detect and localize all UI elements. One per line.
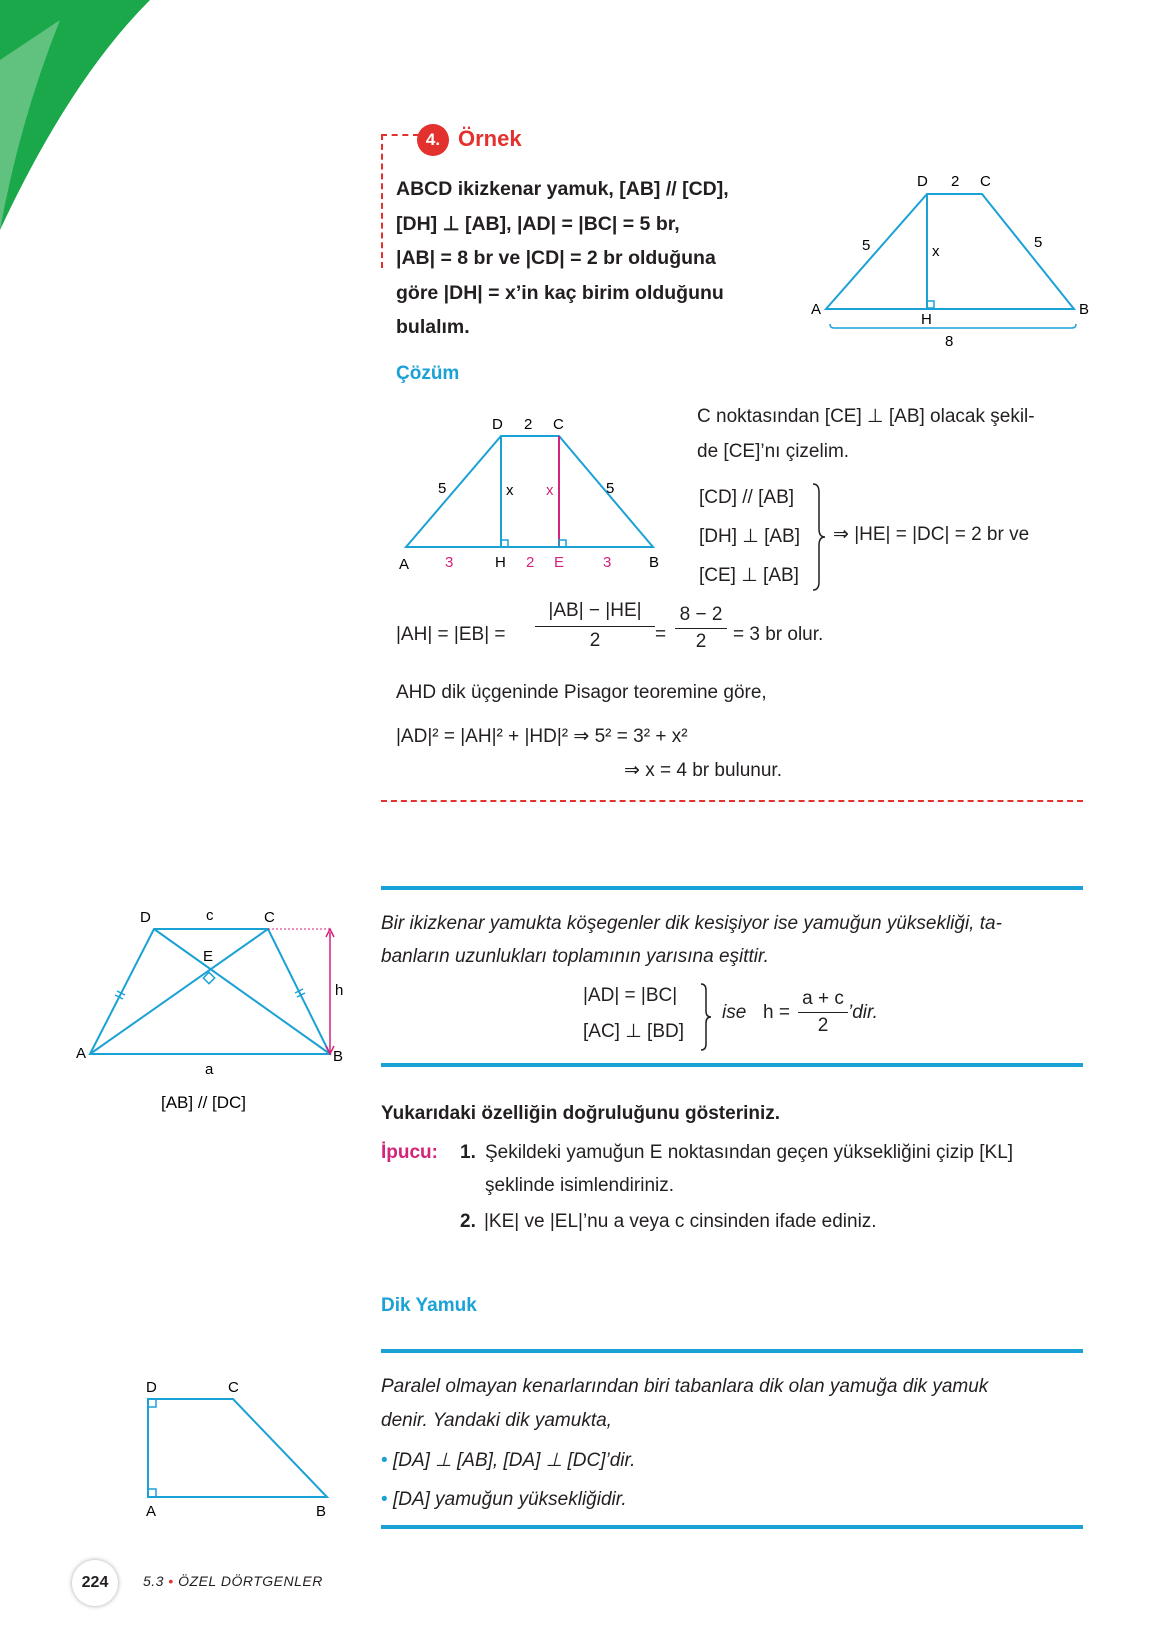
label-s3: 3 (603, 554, 612, 571)
pisagor-text: AHD dik üçgeninde Pisagor teoremine göre, (396, 682, 767, 703)
hint-label: İpucu: (381, 1142, 438, 1163)
label-B: B (649, 554, 660, 571)
page-number: 224 (72, 1560, 118, 1606)
dik-yamuk-rule-top (381, 1349, 1083, 1353)
problem-line: göre |DH| = x’in kaç birim olduğunu (396, 281, 724, 304)
property-conditions (583, 978, 684, 1050)
footer-section (143, 1573, 323, 1589)
label-A: A (811, 301, 822, 318)
example-frame-left (381, 134, 383, 268)
bullet-dot: • (381, 1450, 388, 1471)
problem-line: bulalım. (396, 316, 470, 338)
implication: ⇒ |HE| = |DC| = 2 br ve (833, 524, 1030, 545)
dik-yamuk-line-2: denir. Yandaki dik yamukta, (381, 1410, 612, 1431)
fraction-2 (675, 602, 727, 655)
example-frame-top (381, 134, 419, 136)
trapezoid-figure-1 (810, 172, 1100, 358)
pisagor-equation-1: |AD|² = |AH|² + |HD|² ⇒ 5² = 3² + x² (396, 726, 688, 747)
label-s2: 2 (526, 554, 535, 571)
hint-item-2-number: 2. (460, 1211, 476, 1232)
property-fraction-numerator: a + c (802, 988, 844, 1009)
label-base: 8 (945, 333, 954, 350)
label-left: 5 (862, 237, 871, 254)
footer-section-number: 5.3 (143, 1573, 164, 1589)
dik-yamuk-heading: Dik Yamuk (381, 1295, 477, 1316)
bullet-text: [DA] ⊥ [AB], [DA] ⊥ [DC]’dir. (392, 1450, 636, 1471)
eq-mid: = (655, 624, 667, 645)
condition: [DH] ⊥ [AB] (699, 526, 801, 547)
property-condition: [AC] ⊥ [BD] (583, 1021, 685, 1042)
footer-section-title: ÖZEL DÖRTGENLER (178, 1573, 323, 1589)
condition: [CE] ⊥ [AB] (699, 565, 799, 586)
property-h-eq: h = (763, 1002, 790, 1023)
label-B: B (333, 1048, 344, 1065)
property-condition: |AD| = |BC| (583, 985, 678, 1006)
label-height: x (932, 243, 940, 260)
label-h: h (335, 982, 344, 999)
problem-line: [DH] ⊥ [AB], |AD| = |BC| = 5 br, (396, 212, 680, 235)
fraction-2-numerator: 8 − 2 (679, 604, 723, 625)
example-number-badge: 4. (417, 124, 449, 156)
dik-yamuk-bullet-2 (381, 1483, 627, 1516)
condition: [CD] // [AB] (699, 487, 795, 508)
problem-line: |AB| = 8 br ve |CD| = 2 br olduğuna (396, 247, 716, 269)
label-A: A (146, 1503, 157, 1520)
fraction-1-denominator: 2 (589, 630, 601, 651)
hint-item-1-line-2: şeklinde isimlendiriniz. (485, 1175, 675, 1196)
label-a: a (205, 1061, 214, 1078)
label-D: D (492, 416, 503, 433)
condition-list (699, 478, 800, 595)
solution-text-line: C noktasından [CE] ⊥ [AB] olacak şekil- (697, 406, 1035, 427)
right-trapezoid-figure (140, 1372, 340, 1522)
dik-yamuk-bullet-1 (381, 1444, 635, 1477)
trapezoid-figure-2 (396, 410, 671, 575)
label-C: C (264, 909, 275, 926)
hint-item-1-line-1: Şekildeki yamuğun E noktasından geçen yüksekliğini çizip [KL] (485, 1142, 1014, 1163)
hint-item-2-text: |KE| ve |EL|’nu a veya c cinsinden ifade ediniz. (484, 1211, 877, 1232)
property-brace (698, 982, 714, 1052)
label-c: c (206, 907, 214, 924)
problem-line: ABCD ikizkenar yamuk, [AB] // [CD], (396, 178, 729, 200)
right-brace (810, 482, 828, 592)
label-right: 5 (1034, 234, 1043, 251)
label-C: C (228, 1379, 239, 1396)
fraction-1 (535, 596, 655, 655)
label-C: C (553, 416, 564, 433)
label-H: H (921, 311, 932, 328)
fraction-2-denominator: 2 (695, 631, 707, 652)
pisagor-equation-2: ⇒ x = 4 br bulunur. (624, 760, 782, 781)
label-x2: x (546, 482, 554, 499)
label-E: E (554, 554, 565, 571)
property-line-2: banların uzunlukları toplamının yarısına eşittir. (381, 946, 769, 967)
label-A: A (76, 1045, 87, 1062)
label-B: B (316, 1503, 327, 1520)
bullet-dot: • (381, 1489, 388, 1510)
property-fraction-denominator: 2 (817, 1015, 829, 1036)
footer-bullet: • (168, 1573, 174, 1589)
exercise-heading: Yukarıdaki özelliğin doğruluğunu gösteriniz. (381, 1103, 781, 1124)
label-E: E (203, 948, 214, 965)
label-right: 5 (606, 480, 615, 497)
label-C: C (980, 173, 991, 190)
property-fraction (798, 986, 848, 1039)
example-frame-bottom (381, 800, 1083, 802)
label-D: D (140, 909, 151, 926)
fig-caption: [AB] // [DC] (161, 1093, 247, 1112)
label-x1: x (506, 482, 514, 499)
dik-yamuk-rule-bottom (381, 1525, 1083, 1529)
label-B: B (1079, 301, 1090, 318)
label-A: A (399, 556, 410, 573)
corner-decoration (0, 0, 160, 230)
diagonal-trapezoid-figure (72, 902, 372, 1112)
property-rule-bottom (381, 1063, 1083, 1067)
hint-item-1-number: 1. (460, 1142, 476, 1163)
label-s1: 3 (445, 554, 454, 571)
eq-rhs: = 3 br olur. (733, 624, 824, 645)
bullet-text: [DA] yamuğun yüksekliğidir. (392, 1489, 627, 1510)
problem-statement (396, 172, 796, 345)
solution-text-line: de [CE]’nı çizelim. (697, 441, 850, 462)
label-D: D (917, 173, 928, 190)
label-D: D (146, 1379, 157, 1396)
fraction-1-numerator: |AB| − |HE| (548, 600, 642, 621)
property-dir: ’dir. (848, 1002, 878, 1023)
solution-heading: Çözüm (396, 363, 460, 384)
label-left: 5 (438, 480, 447, 497)
property-ise: ise (722, 1002, 747, 1023)
property-line-1: Bir ikizkenar yamukta köşegenler dik kesişiyor ise yamuğun yüksekliği, ta- (381, 913, 1002, 934)
label-top: 2 (524, 416, 533, 433)
label-H: H (495, 554, 506, 571)
example-title: Örnek (458, 126, 522, 151)
dik-yamuk-line-1: Paralel olmayan kenarlarından biri tabanlara dik olan yamuğa dik yamuk (381, 1376, 989, 1397)
label-top: 2 (951, 173, 960, 190)
eq-lhs: |AH| = |EB| = (396, 624, 506, 645)
property-rule-top (381, 886, 1083, 890)
